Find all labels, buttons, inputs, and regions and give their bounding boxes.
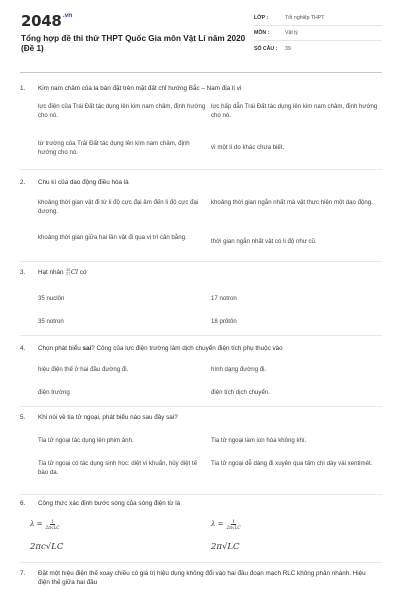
question-number: 6. [20, 500, 26, 507]
meta-value: 39 [285, 45, 291, 52]
question-number: 7. [20, 570, 26, 577]
isotope-notation: 35 17 Cl [65, 268, 79, 276]
question-divider [20, 494, 382, 495]
option-b[interactable]: hình dạng đường đi. [211, 366, 267, 373]
meta-value: Vật lý [285, 30, 298, 36]
question-text: Kim nam châm của la bàn đặt trên mặt đất chỉ hướng Bắc – Nam địa lí vì [38, 85, 242, 92]
question-text: Chọn phát biểu sai? Công của lực điện trường làm dịch chuyển điện tích phụ thuộc vào [38, 345, 283, 352]
option-c[interactable]: 35 notron [38, 318, 64, 325]
option-d[interactable]: Tia tử ngoại dễ dàng đi xuyên qua tấm chì dày vài xentimét. [211, 460, 373, 467]
question-divider [20, 335, 382, 336]
option-d[interactable]: 2π√LC [211, 542, 240, 552]
question-text: Công thức xác định bước sóng của sóng điện từ là [38, 500, 181, 507]
option-a[interactable]: Tia tử ngoại tác dụng lên phim ảnh. [38, 437, 134, 444]
meta-row-count [254, 41, 382, 56]
question-text: Hạt nhân 35 17 Cl có [38, 268, 87, 276]
question-text: Khi nói về tia tử ngoại, phát biểu nào sau đây sai? [38, 414, 178, 421]
option-a[interactable]: 35 nuclôn [38, 295, 65, 302]
document-header [0, 0, 400, 70]
option-b[interactable]: Tia tử ngoại làm ion hóa không khí. [211, 437, 307, 444]
option-b[interactable]: lực hấp dẫn Trái Đất tác dụng lên kim nam châm, định hướng cho nó. [211, 103, 378, 119]
document-title: Tổng hợp đề thi thử THPT Quốc Gia môn Vật Lí năm 2020 (Đề 1) [21, 34, 246, 53]
question-text: Chu kì của dao động điều hòa là [38, 179, 129, 186]
meta-row-subject [254, 26, 382, 41]
option-a[interactable]: khoảng thời gian vật đi từ li độ cực đại âm đến li độ cực đại dương. [38, 199, 199, 215]
meta-table [254, 11, 382, 56]
question-number: 4. [20, 345, 26, 352]
option-c[interactable]: Tia tử ngoại có tác dụng sinh học: diệt vi khuẩn, hủy diệt tế bào da. [38, 460, 198, 476]
option-d[interactable]: thời gian ngắn nhất vật có li độ như cũ. [211, 238, 317, 245]
option-b[interactable]: 17 notron [211, 295, 237, 302]
option-a[interactable]: hiệu điện thế ở hai đầu đường đi. [38, 366, 129, 373]
option-c[interactable]: từ trường của Trái Đất tác dụng lên kim nam châm, định hướng cho nó. [38, 140, 190, 156]
question-divider [20, 406, 382, 407]
meta-row-class [254, 11, 382, 26]
option-a[interactable]: λ = $\frac{1}{2\pi√LC}$ [30, 519, 60, 530]
option-b[interactable]: khoảng thời gian ngắn nhất mà vật thực hiện một dao động. [211, 199, 373, 206]
meta-value: Tốt nghiệp THPT [285, 15, 325, 21]
option-a[interactable]: lực điện của Trái Đất tác dụng lên kim nam châm, định hướng cho nó. [38, 103, 206, 119]
question-divider [20, 261, 382, 262]
question-number: 2. [20, 179, 26, 186]
option-c[interactable]: điện trường [38, 389, 70, 396]
question-number: 5. [20, 414, 26, 421]
question-divider [20, 169, 382, 170]
option-d[interactable]: 18 prôtôn [211, 318, 237, 325]
option-c[interactable]: khoảng thời gian giữa hai lần vật đi qua vị trí cân bằng. [38, 234, 187, 241]
question-number: 1. [20, 85, 26, 92]
option-b[interactable]: λ = $\frac{1}{2\pi√LC}$ [211, 519, 241, 530]
option-c[interactable]: 2πc√LC [30, 542, 64, 552]
meta-key: LỚP : [254, 15, 269, 21]
question-number: 3. [20, 269, 26, 276]
question-text: Đặt một hiệu điện thế xoay chiều có giá trị hiệu dụng không đổi vào hai đầu đoạn mạch RLC không phân nhánh. Hiệu điện thế giữa hai đầu [38, 570, 366, 586]
site-logo[interactable]: $2048^{.vn}$ [21, 12, 73, 30]
question-divider [20, 562, 382, 563]
meta-key: SỐ CÂU : [254, 45, 278, 52]
header-divider [20, 72, 382, 73]
option-d[interactable]: điện tích dịch chuyển. [211, 389, 270, 396]
option-d[interactable]: vì một lí do khác chưa biết. [211, 144, 285, 151]
meta-key: MÔN : [254, 30, 270, 36]
